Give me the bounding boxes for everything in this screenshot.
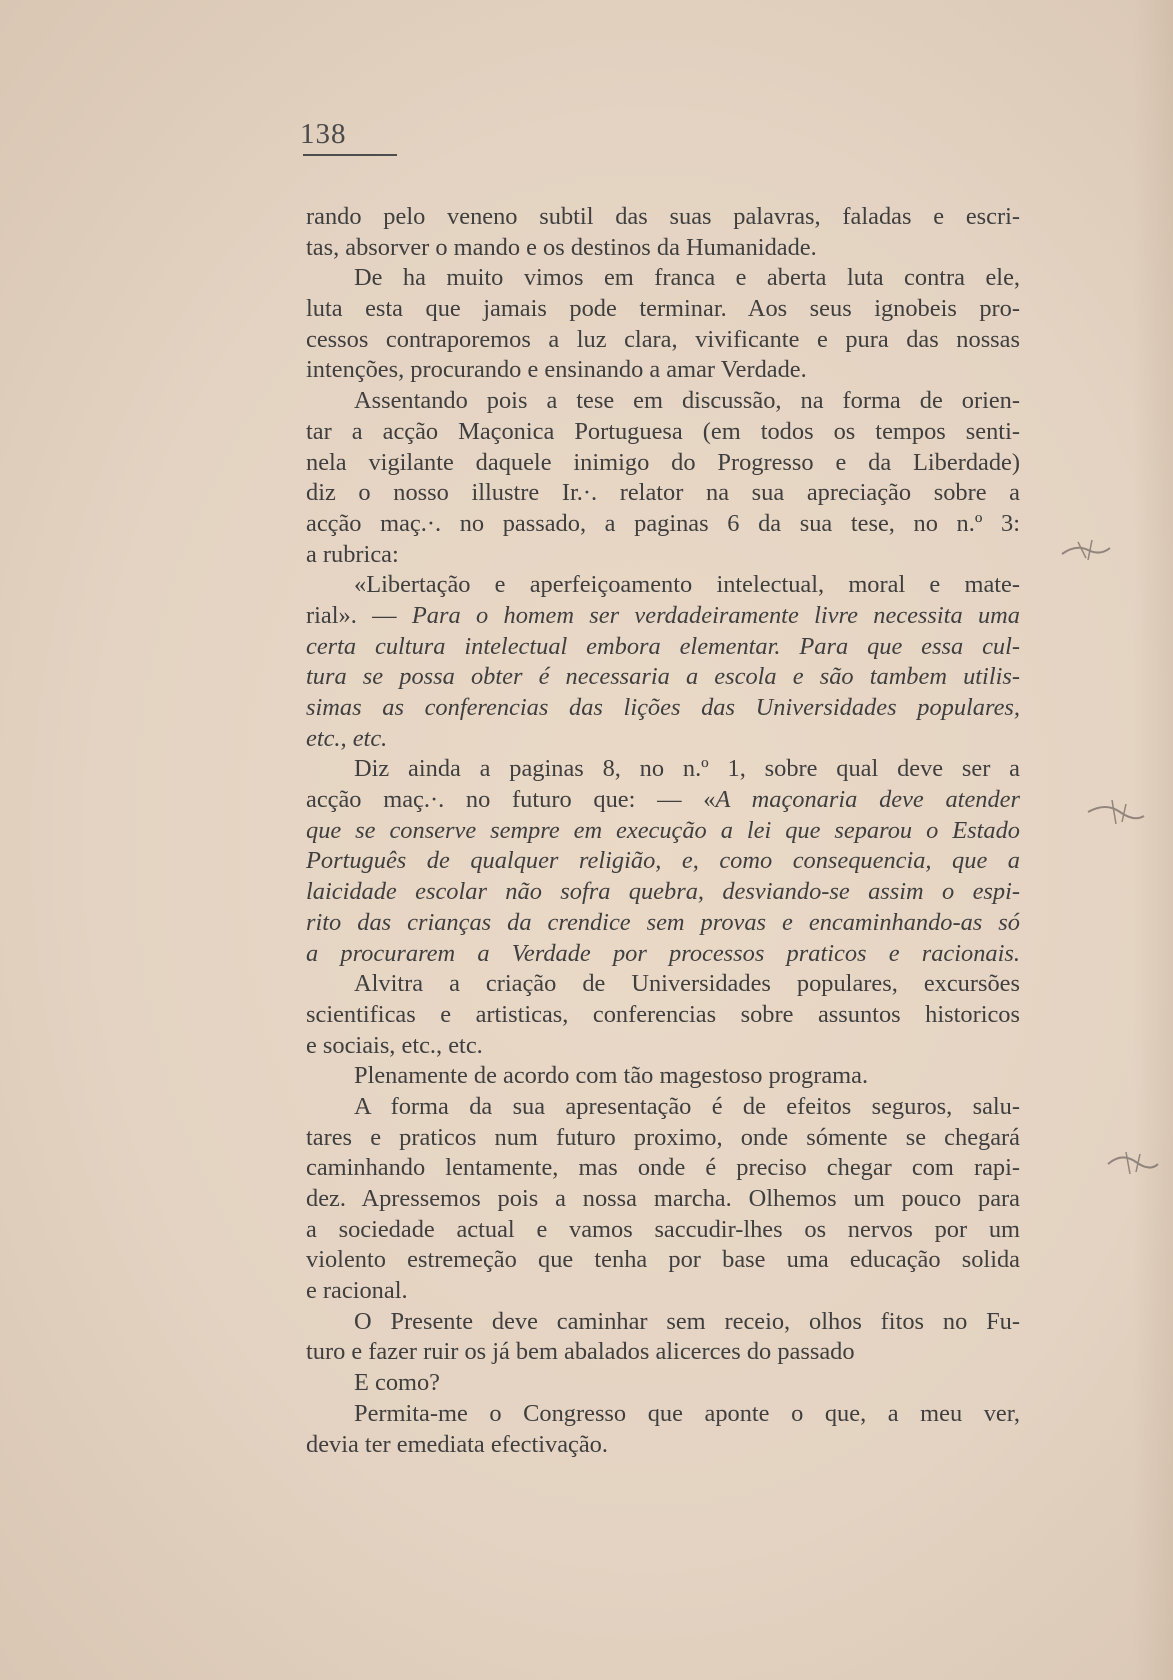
text-line: Alvitra a criação de Universidades populares, excursões [354, 970, 1020, 998]
text-line: «Libertação e aperfeiçoamento intelectual, moral e mate- [354, 571, 1020, 599]
text-line: devia ter emediata efectivação. [306, 1430, 608, 1458]
text-line: De ha muito vimos em franca e aberta luta contra ele, [354, 264, 1020, 292]
binding-thread-mark [1058, 534, 1114, 568]
body-text [306, 202, 1020, 1460]
text-line: a rubrica: [306, 540, 399, 568]
text-line: diz o nosso illustre Ir.·. relator na sua apreciação sobre a [306, 479, 1020, 507]
text-line: O Presente deve caminhar sem receio, olhos fitos no Fu- [354, 1307, 1020, 1335]
italic-quote: Para o homem ser verdadeiramente livre necessita uma [411, 601, 1020, 629]
text-line: a sociedade actual e vamos saccudir-lhes os nervos por um [306, 1215, 1020, 1243]
text-run: acção maç.·. no futuro que: — « [306, 786, 716, 814]
italic-quote: A maçonaria deve atender [715, 786, 1020, 814]
italic-quote-line: simas as conferencias das lições das Universidades populares, [306, 694, 1020, 721]
italic-quote-line: laicidade escolar não sofra quebra, desviando-se assim o espi- [306, 878, 1020, 906]
text-line [306, 785, 1020, 816]
text-line [306, 601, 1020, 632]
text-run: rial». — [306, 601, 412, 629]
text-line: e racional. [306, 1277, 408, 1305]
text-line: acção maç.·. no passado, a paginas 6 da sua tese, no n.º 3: [306, 509, 1020, 537]
text-line: nela vigilante daquele inimigo do Progresso e da Liberdade) [306, 448, 1020, 476]
text-line: tares e praticos num futuro proximo, onde sómente se chegará [306, 1123, 1020, 1151]
text-line: Diz ainda a paginas 8, no n.º 1, sobre qual deve ser a [354, 755, 1020, 783]
text-line: Assentando pois a tese em discussão, na forma de orien- [354, 387, 1020, 415]
italic-quote-line: rito das crianças da crendice sem provas e encaminhando-as só [306, 908, 1020, 936]
text-line: luta esta que jamais pode terminar. Aos seus ignobeis pro- [306, 295, 1020, 323]
text-line: scientificas e artisticas, conferencias sobre assuntos historicos [306, 1000, 1020, 1028]
text-line: tas, absorver o mando e os destinos da Humanidade. [306, 233, 817, 261]
text-line: cessos contraporemos a luz clara, vivificante e pura das nossas [306, 325, 1020, 353]
text-line: tar a acção Maçonica Portuguesa (em todos os tempos senti- [306, 417, 1020, 445]
page-number-rule [303, 154, 397, 156]
italic-quote-line: Português de qualquer religião, e, como consequencia, que a [306, 847, 1020, 875]
binding-thread-mark [1104, 1146, 1160, 1180]
text-line: Permita-me o Congresso que aponte o que, a meu ver, [354, 1399, 1020, 1427]
italic-quote-line: a procurarem a Verdade por processos praticos e racionais. [306, 939, 1020, 967]
italic-quote-line: etc., etc. [306, 724, 388, 752]
text-line: intenções, procurando e ensinando a amar Verdade. [306, 356, 807, 384]
text-line: Plenamente de acordo com tão magestoso programa. [354, 1062, 869, 1090]
text-line: caminhando lentamente, mas onde é preciso chegar com rapi- [306, 1154, 1020, 1182]
page-number: 138 [300, 118, 347, 150]
text-line: E como? [354, 1369, 441, 1397]
text-line: turo e fazer ruir os já bem abalados alicerces do passado [306, 1338, 855, 1366]
page-edge-shadow [1133, 0, 1173, 1680]
text-line: e sociais, etc., etc. [306, 1031, 483, 1059]
text-line: violento estremeção que tenha por base uma educação solida [306, 1246, 1020, 1274]
text-line: A forma da sua apresentação é de efeitos seguros, salu- [354, 1092, 1020, 1120]
italic-quote-line: certa cultura intelectual embora elementar. Para que essa cul- [306, 632, 1020, 660]
italic-quote-line: tura se possa obter é necessaria a escola e são tambem utilis- [306, 663, 1020, 691]
italic-quote-line: que se conserve sempre em execução a lei que separou o Estado [306, 816, 1020, 844]
text-line: rando pelo veneno subtil das suas palavras, faladas e escri- [306, 203, 1020, 230]
text-line: dez. Apressemos pois a nossa marcha. Olhemos um pouco para [306, 1185, 1020, 1212]
binding-thread-mark [1086, 794, 1146, 830]
